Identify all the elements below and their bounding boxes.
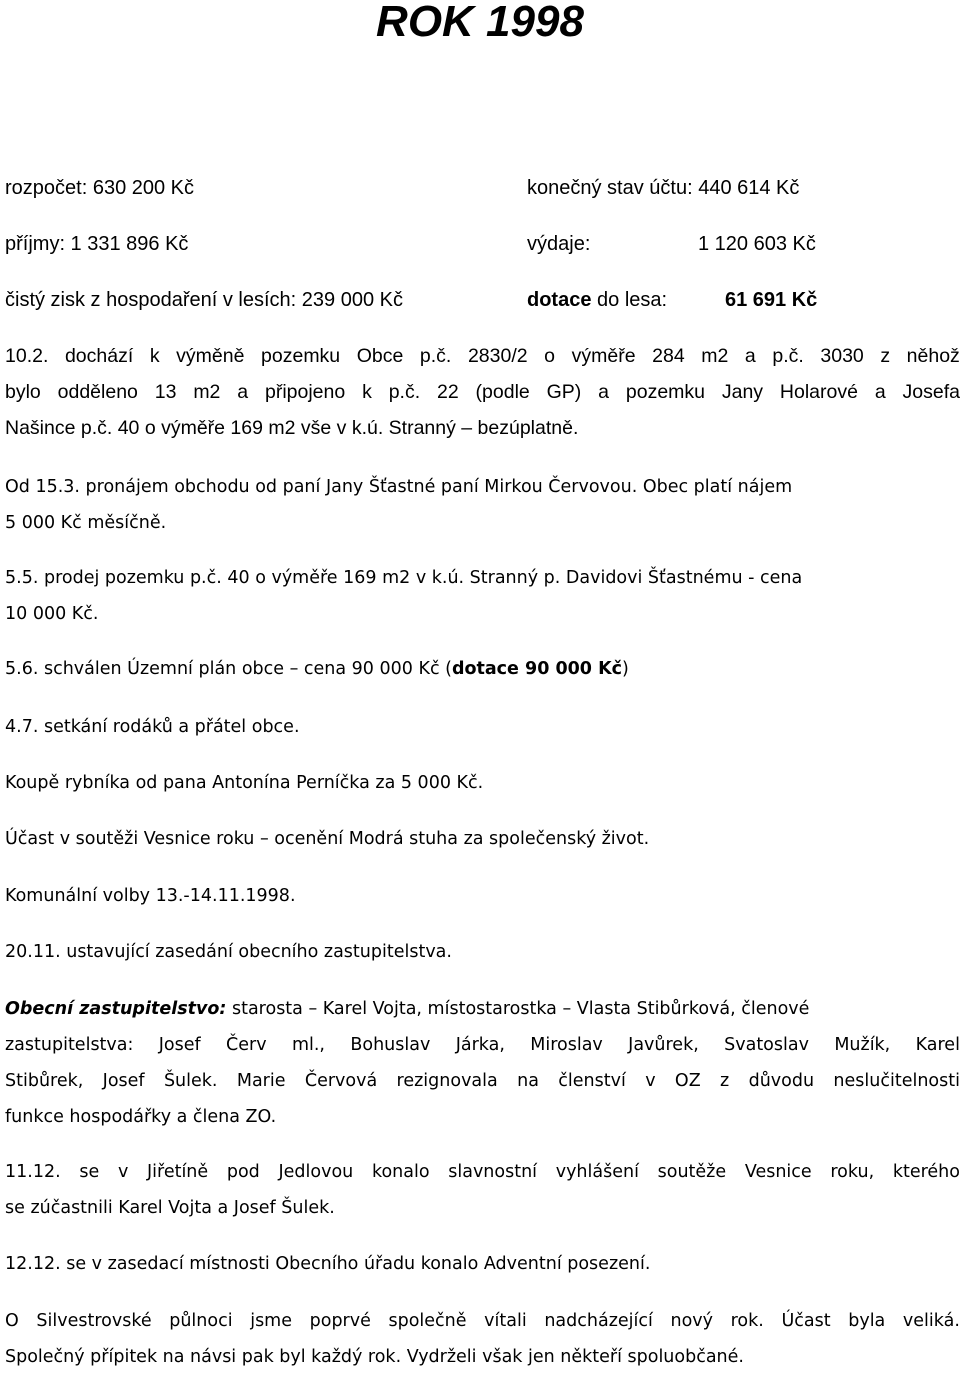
subsidy-label — [527, 288, 667, 312]
council-line-3: Stibůrek, Josef Šulek. Marie Červová rezignovala na členství v OZ z důvodu neslučitelnosti — [5, 1071, 960, 1091]
sale-line-1: 5.5. prodej pozemku p.č. 40 o výměře 169 m2 v k.ú. Stranný p. Davidovi Šťastnému - cena — [5, 568, 803, 588]
budget-text: rozpočet: 630 200 Kč — [5, 177, 195, 199]
nye-line-1: O Silvestrovské půlnoci jsme poprvé společně vítali nadcházející nový rok. Účast byla veliká. — [5, 1311, 960, 1331]
lease-line-1: Od 15.3. pronájem obchodu od paní Jany Šťastné paní Mirkou Červovou. Obec platí nájem — [5, 477, 793, 497]
zoning-plan-line — [5, 657, 629, 681]
council-meeting-line: 20.11. ustavující zasedání obecního zastupitelstva. — [5, 942, 452, 962]
page-title: ROK 1998 — [376, 0, 584, 46]
income-text: příjmy: 1 331 896 Kč — [5, 233, 189, 255]
council-label: Obecní zastupitelstvo: — [5, 999, 227, 1019]
subsidy-label-rest: do lesa: — [591, 289, 668, 311]
sale-line-2: 10 000 Kč. — [5, 604, 99, 624]
advent-line: 12.12. se v zasedací místnosti Obecního úřadu konalo Adventní posezení. — [5, 1254, 651, 1274]
council-line-4: funkce hospodářky a člena ZO. — [5, 1107, 277, 1127]
exchange-line-1: 10.2. dochází k výměně pozemku Obce p.č. 2830/2 o výměře 284 m2 a p.č. 3030 z něhož — [5, 345, 960, 367]
subsidy-value — [725, 288, 817, 312]
subsidy-value-bold: 61 691 Kč — [725, 289, 818, 311]
contest-line: Účast v soutěži Vesnice roku – ocenění Modrá stuha za společenský život. — [5, 829, 650, 849]
zoning-plan-subsidy: dotace 90 000 Kč — [451, 659, 623, 679]
award-line-1: 11.12. se v Jiřetíně pod Jedlovou konalo slavnostní vyhlášení soutěže Vesnice roku, kterého — [5, 1162, 960, 1182]
council-line-2: zastupitelstva: Josef Červ ml., Bohuslav Járka, Miroslav Javůrek, Svatoslav Mužík, Karel — [5, 1035, 960, 1055]
council-line-1-rest: starosta – Karel Vojta, místostarostka – Vlasta Stibůrková, členové — [226, 999, 810, 1019]
exchange-line-3: Našince p.č. 40 o výměře 169 m2 vše v k.ú. Stranný – bezúplatně. — [5, 417, 579, 439]
zoning-plan-end: ) — [622, 659, 629, 679]
elections-line: Komunální volby 13.-14.11.1998. — [5, 886, 296, 906]
lease-line-2: 5 000 Kč měsíčně. — [5, 513, 167, 533]
exchange-line-2: bylo odděleno 13 m2 a připojeno k p.č. 22 (podle GP) a pozemku Jany Holarové a Josefa — [5, 381, 960, 403]
zoning-plan-text: 5.6. schválen Územní plán obce – cena 90 000 Kč ( — [5, 659, 452, 679]
forest-profit-text: čistý zisk z hospodaření v lesích: 239 000 Kč — [5, 289, 403, 311]
reunion-line: 4.7. setkání rodáků a přátel obce. — [5, 717, 300, 737]
award-line-2: se zúčastnili Karel Vojta a Josef Šulek. — [5, 1198, 335, 1218]
subsidy-label-bold: dotace — [527, 289, 592, 311]
nye-line-2: Společný přípitek na návsi pak byl každý rok. Vydrželi však jen někteří spoluobčané. — [5, 1347, 744, 1367]
council-line-1 — [5, 997, 960, 1021]
expenses-value: 1 120 603 Kč — [698, 233, 816, 255]
expenses-label: výdaje: — [527, 233, 591, 255]
final-balance-text: konečný stav účtu: 440 614 Kč — [527, 177, 800, 199]
pond-line: Koupě rybníka od pana Antonína Perníčka za 5 000 Kč. — [5, 773, 484, 793]
